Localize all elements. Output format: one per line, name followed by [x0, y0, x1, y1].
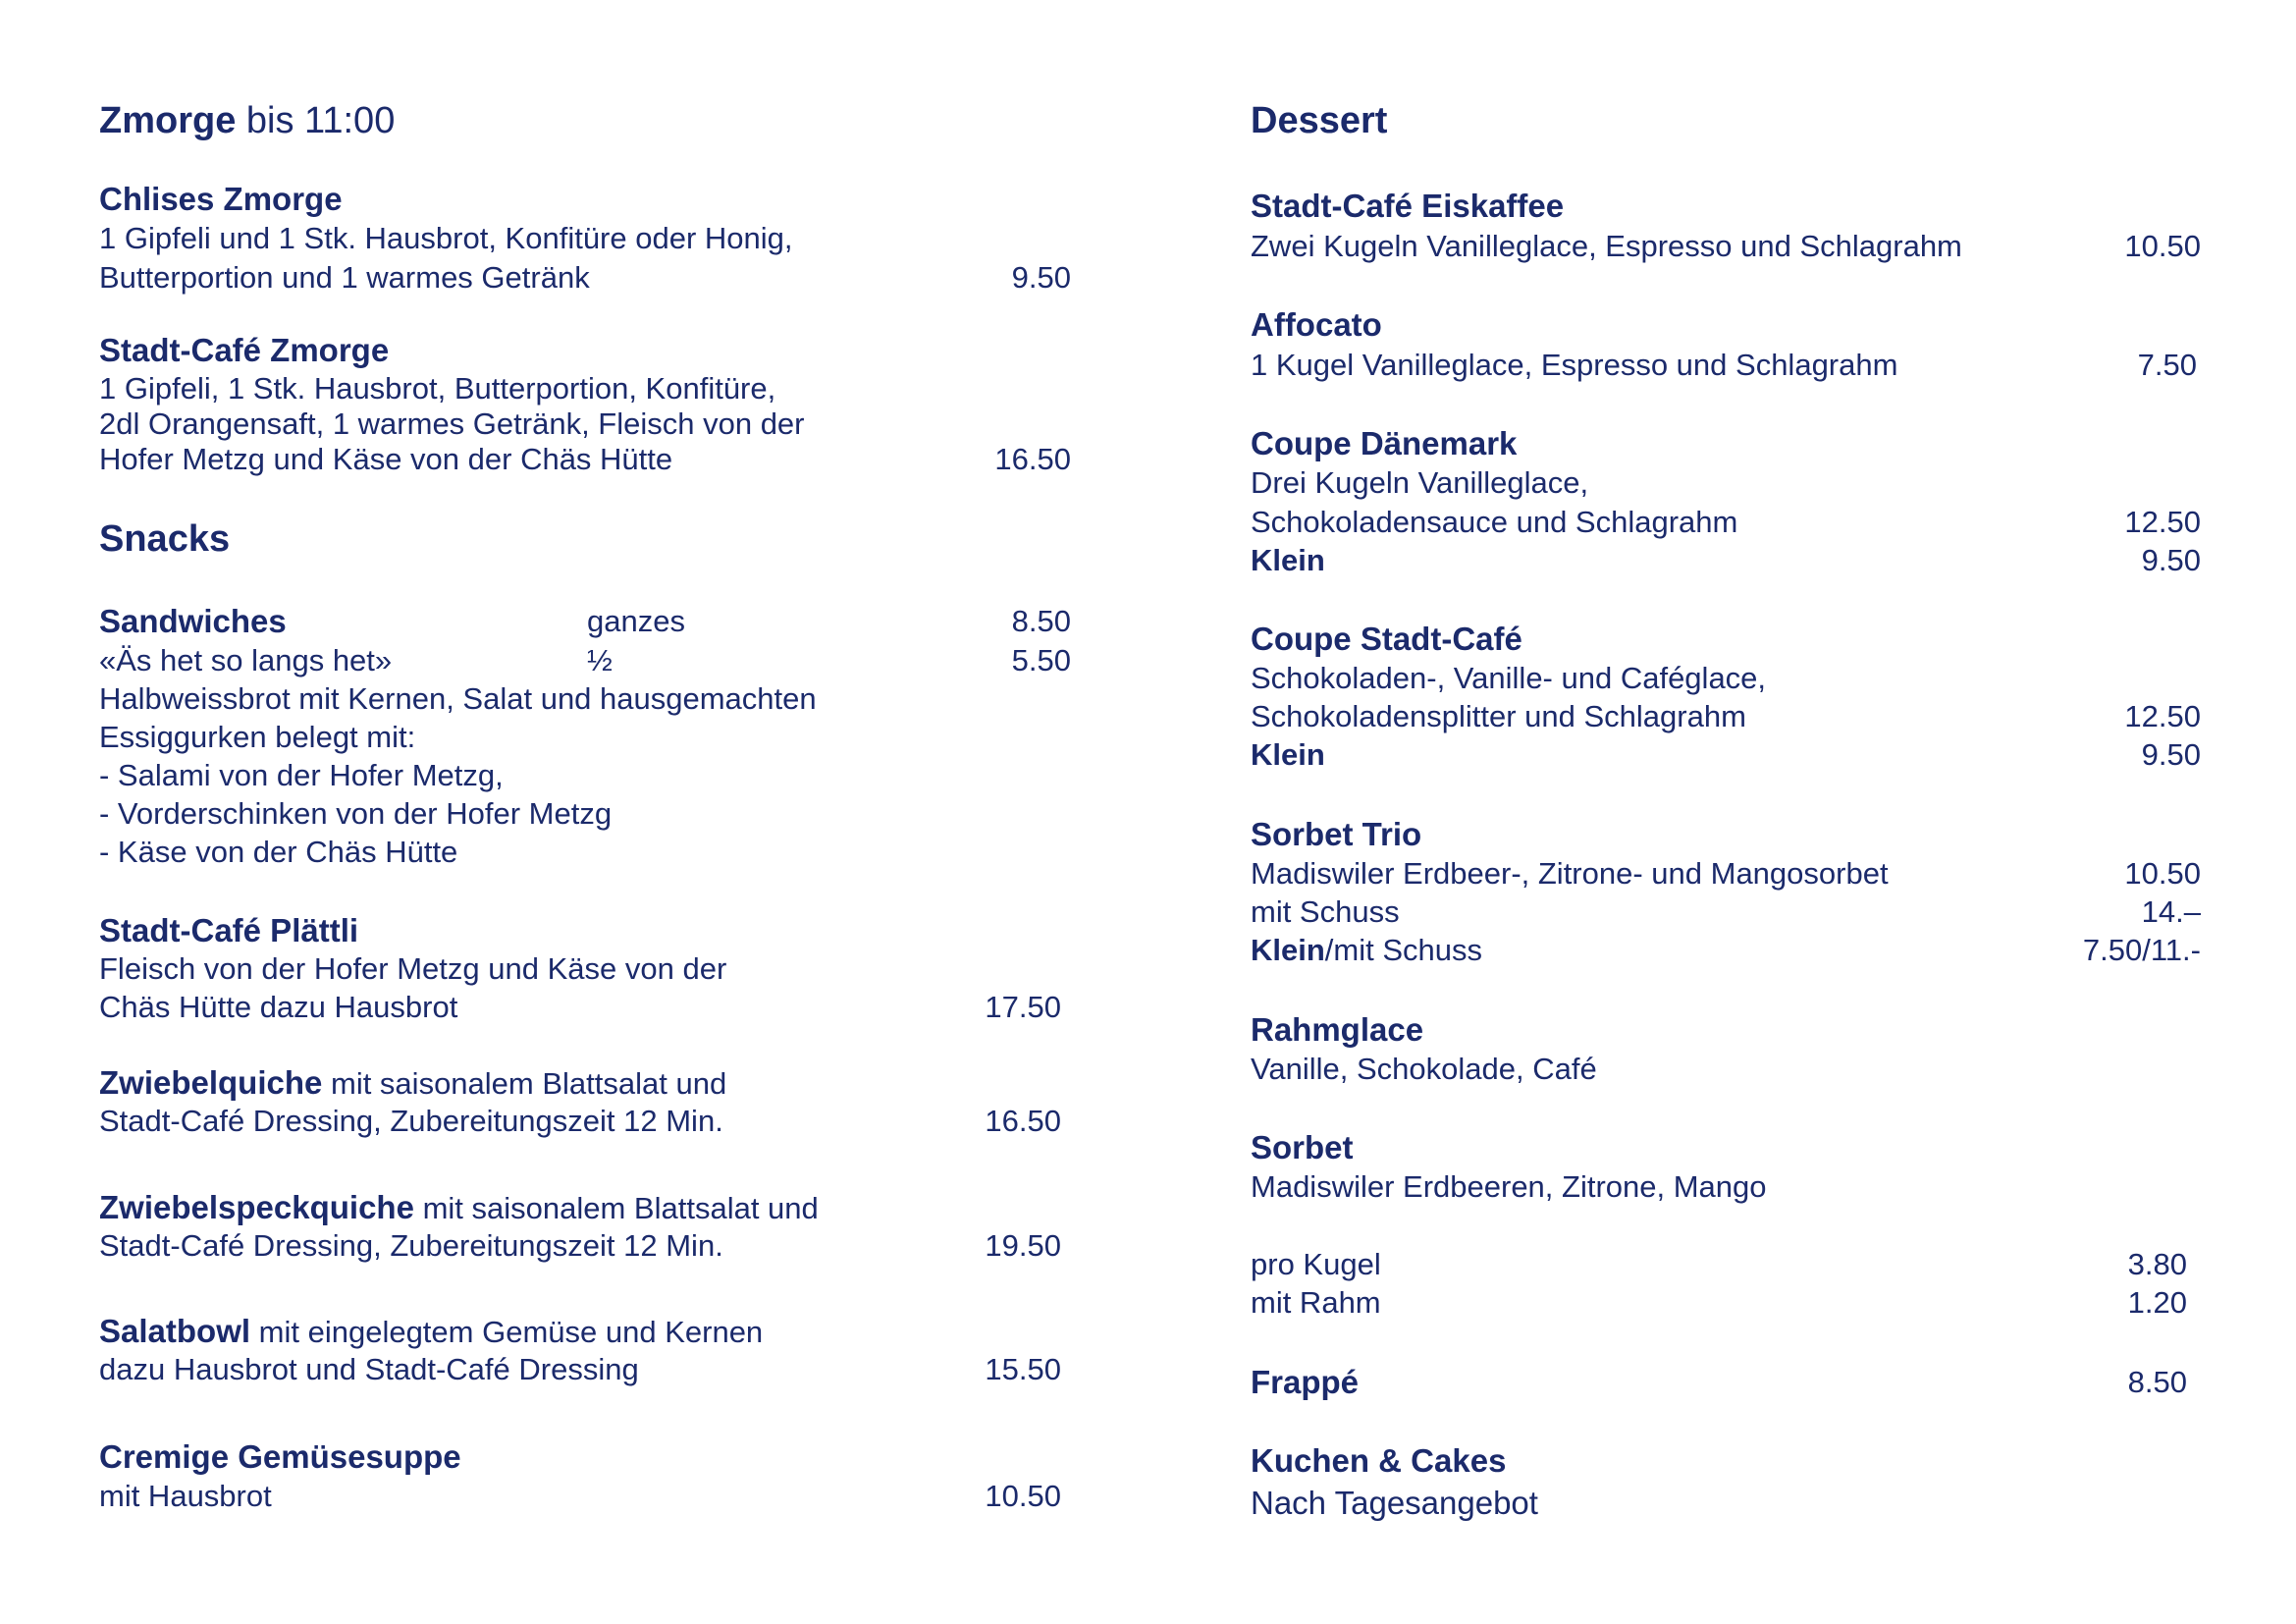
item-title-line: [99, 1189, 819, 1227]
small-rest: /mit Schuss: [1324, 933, 1483, 967]
item-description: Halbweissbrot mit Kernen, Salat und hausgemachten: [99, 681, 817, 716]
item-description: Hofer Metzg und Käse von der Chäs Hütte: [99, 442, 673, 476]
item-description: Butterportion und 1 warmes Getränk: [99, 260, 590, 295]
item-description: 1 Kugel Vanilleglace, Espresso und Schlagrahm: [1251, 348, 1898, 382]
item-description: Drei Kugeln Vanilleglace,: [1251, 465, 1589, 500]
item-title: Zwiebelspeckquiche: [99, 1189, 414, 1225]
item-title: Affocato: [1251, 306, 1382, 343]
item-price: 12.50: [2124, 699, 2201, 733]
zmorge-heading-suffix: bis 11:00: [245, 100, 396, 141]
item-description: dazu Hausbrot und Stadt-Café Dressing: [99, 1352, 639, 1386]
item-title: Sorbet: [1251, 1129, 1354, 1165]
zmorge-heading-text: Zmorge: [99, 100, 237, 141]
pro-kugel-label: pro Kugel: [1251, 1247, 1381, 1281]
item-description: Schokoladensplitter und Schlagrahm: [1251, 699, 1746, 733]
schuss-label: mit Schuss: [1251, 894, 1400, 929]
item-price: 10.50: [2124, 856, 2201, 891]
item-description: Zwei Kugeln Vanilleglace, Espresso und Schlagrahm: [1251, 229, 1962, 263]
item-price-half: 5.50: [1011, 643, 1071, 677]
item-description: Schokoladensauce und Schlagrahm: [1251, 505, 1738, 539]
item-description: Chäs Hütte dazu Hausbrot: [99, 990, 458, 1024]
item-description: Fleisch von der Hofer Metzg und Käse von der: [99, 951, 727, 986]
item-title: Sandwiches: [99, 603, 287, 639]
pro-kugel-price: 3.80: [2127, 1247, 2187, 1281]
item-price: 10.50: [2124, 229, 2201, 263]
item-title: Kuchen & Cakes: [1251, 1442, 1507, 1479]
item-description: Stadt-Café Dressing, Zubereitungszeit 12 Min.: [99, 1104, 723, 1138]
small-price: 9.50: [2141, 543, 2201, 577]
item-price: 17.50: [985, 990, 1061, 1024]
item-description: Vanille, Schokolade, Café: [1251, 1052, 1597, 1086]
item-price: 9.50: [1011, 260, 1071, 295]
small-label: Klein: [1251, 737, 1325, 772]
size-label-half: ½: [587, 643, 613, 677]
item-price: 12.50: [2124, 505, 2201, 539]
item-title: Stadt-Café Zmorge: [99, 332, 390, 368]
item-title: Stadt-Café Plättli: [99, 912, 359, 948]
small-price: 7.50/11.-: [2082, 933, 2201, 967]
item-description: 1 Gipfeli, 1 Stk. Hausbrot, Butterportion, Konfitüre,: [99, 371, 776, 406]
item-description: 2dl Orangensaft, 1 warmes Getränk, Fleisch von der: [99, 406, 805, 441]
size-label-full: ganzes: [587, 604, 685, 638]
small-schuss-line: [1251, 932, 1482, 969]
item-title: Frappé: [1251, 1364, 1360, 1400]
item-price: 7.50: [2137, 348, 2197, 382]
item-title: Chlises Zmorge: [99, 181, 343, 217]
item-price: 16.50: [994, 442, 1071, 476]
item-price: 10.50: [985, 1479, 1061, 1513]
section-heading-snacks: Snacks: [99, 518, 231, 560]
item-description: Madiswiler Erdbeer-, Zitrone- und Mangosorbet: [1251, 856, 1889, 891]
item-title: Coupe Dänemark: [1251, 425, 1518, 461]
item-description: mit saisonalem Blattsalat und: [422, 1191, 819, 1225]
item-description: mit Hausbrot: [99, 1479, 272, 1513]
item-description: Nach Tagesangebot: [1251, 1485, 1538, 1521]
item-title-line: [99, 1064, 726, 1103]
item-title: Salatbowl: [99, 1313, 251, 1349]
item-description: - Vorderschinken von der Hofer Metzg: [99, 796, 613, 831]
item-description: - Salami von der Hofer Metzg,: [99, 758, 504, 792]
schuss-price: 14.–: [2141, 894, 2201, 929]
item-price: 16.50: [985, 1104, 1061, 1138]
mit-rahm-price: 1.20: [2127, 1285, 2187, 1320]
small-price: 9.50: [2141, 737, 2201, 772]
item-price-full: 8.50: [1011, 604, 1071, 638]
item-description: Schokoladen-, Vanille- und Caféglace,: [1251, 661, 1767, 695]
item-description: Stadt-Café Dressing, Zubereitungszeit 12 Min.: [99, 1228, 723, 1263]
item-price: 8.50: [2127, 1365, 2187, 1399]
item-description: mit eingelegtem Gemüse und Kernen: [258, 1315, 764, 1349]
item-description: 1 Gipfeli und 1 Stk. Hausbrot, Konfitüre oder Honig,: [99, 221, 793, 255]
item-price: 19.50: [985, 1228, 1061, 1263]
item-subtitle: «Äs het so langs het»: [99, 643, 393, 677]
item-description: - Käse von der Chäs Hütte: [99, 835, 458, 869]
item-description: mit saisonalem Blattsalat und: [331, 1066, 727, 1101]
item-title: Stadt-Café Eiskaffee: [1251, 188, 1565, 224]
item-title: Sorbet Trio: [1251, 816, 1422, 852]
item-description: Madiswiler Erdbeeren, Zitrone, Mango: [1251, 1169, 1767, 1204]
section-heading-zmorge: [99, 102, 395, 139]
item-title: Rahmglace: [1251, 1011, 1424, 1048]
item-price: 15.50: [985, 1352, 1061, 1386]
item-title: Zwiebelquiche: [99, 1064, 323, 1101]
small-label: Klein: [1251, 933, 1325, 967]
mit-rahm-label: mit Rahm: [1251, 1285, 1381, 1320]
item-title-line: [99, 1313, 763, 1351]
section-heading-dessert: Dessert: [1251, 100, 1388, 141]
small-label: Klein: [1251, 543, 1325, 577]
item-title: Cremige Gemüsesuppe: [99, 1438, 461, 1475]
item-title: Coupe Stadt-Café: [1251, 621, 1522, 657]
item-description: Essiggurken belegt mit:: [99, 720, 416, 754]
